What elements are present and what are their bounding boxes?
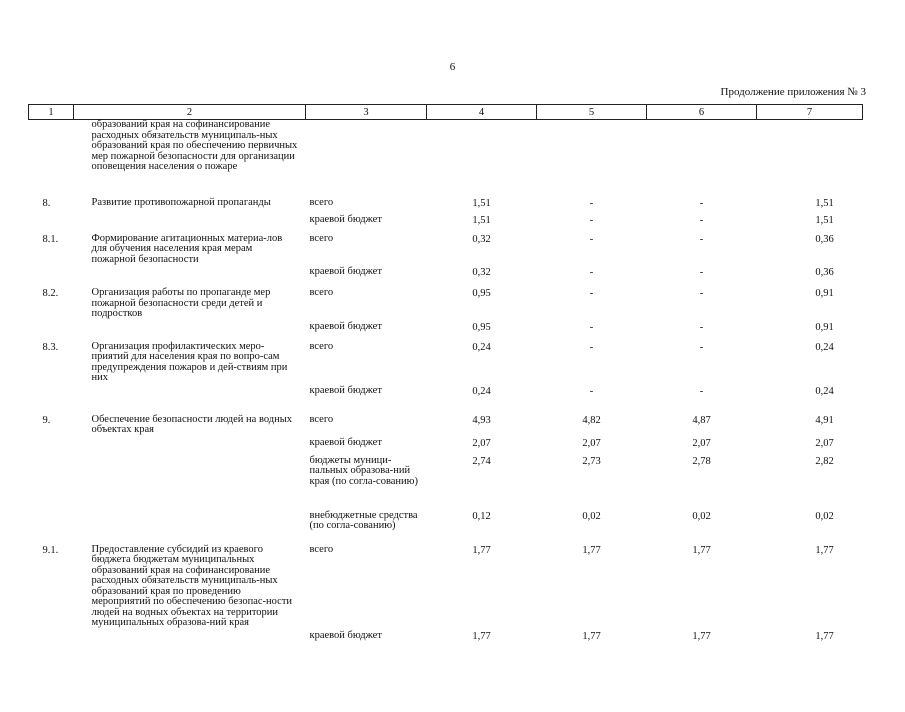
table-row — [29, 192, 863, 211]
value-col-4: 1,51 — [472, 197, 491, 209]
value-col-4: 4,93 — [472, 414, 491, 426]
value-col-7: 2,07 — [815, 437, 834, 449]
row-number — [29, 503, 74, 541]
value-col-6: - — [699, 267, 704, 278]
table-row — [29, 436, 863, 454]
row-name — [74, 211, 306, 230]
row-name: Развитие противопожарной пропаганды — [91, 196, 271, 208]
value-col-6: - — [699, 341, 704, 353]
value-col-4: 0,24 — [472, 341, 491, 353]
table-row — [29, 384, 863, 411]
row-name — [74, 629, 306, 712]
row-number — [29, 211, 74, 230]
row-number: 8.1. — [42, 233, 59, 245]
value-col-4: 2,74 — [472, 455, 491, 467]
value-col-5: 4,82 — [582, 414, 601, 426]
value-col-6: 2,78 — [692, 455, 711, 467]
row-name — [74, 265, 306, 284]
budget-table — [28, 104, 863, 712]
value-col-6: 2,07 — [692, 437, 711, 449]
value-col-7: 0,24 — [815, 385, 834, 397]
table-row — [29, 339, 863, 384]
value-col-6: - — [699, 197, 704, 209]
value-col-4: 0,95 — [472, 288, 491, 299]
row-number — [29, 120, 74, 192]
table-row — [29, 230, 863, 266]
continuation-label: Продолжение приложения № 3 — [720, 86, 866, 98]
value-col-4: 0,24 — [472, 385, 491, 397]
value-col-6: - — [699, 385, 704, 397]
value-col-5: 2,07 — [582, 437, 601, 449]
value-col-5: 2,73 — [582, 455, 601, 467]
row-name: образований края на софинансирование расходных обязательств муниципаль-ных образований края по обеспечению первичных мер пожарной безопасности для организации оповещения населения о пожаре — [91, 119, 298, 172]
value-col-4: 0,95 — [472, 321, 491, 333]
row-number — [29, 436, 74, 454]
table-row — [29, 503, 863, 541]
row-name: Обеспечение безопасности людей на водных объектах края — [91, 413, 293, 435]
row-number: 9.1. — [42, 544, 59, 556]
header-col-4: 4 — [427, 105, 537, 120]
row-number: 8.3. — [42, 341, 59, 353]
funding-source: краевой бюджет — [309, 266, 382, 277]
row-name — [74, 436, 306, 454]
value-col-6: - — [699, 214, 704, 226]
row-name: Формирование агитационных материа-лов для обучения населения края мерам пожарной безопасности — [91, 232, 283, 265]
row-number — [29, 629, 74, 712]
value-col-5: 1,77 — [582, 630, 601, 642]
value-col-5: - — [589, 197, 594, 209]
funding-source: краевой бюджет — [309, 436, 382, 448]
value-col-5: - — [589, 267, 594, 278]
value-col-5: - — [589, 288, 594, 299]
header-row — [29, 105, 863, 120]
value-col-7: 0,36 — [815, 267, 834, 278]
value-col-4: 2,07 — [472, 437, 491, 449]
value-col-4: 1,77 — [472, 630, 491, 642]
row-number — [29, 384, 74, 411]
funding-source: всего — [309, 340, 334, 352]
table-row — [29, 265, 863, 284]
row-name — [74, 503, 306, 541]
value-col-4: 1,51 — [472, 214, 491, 226]
table-row — [29, 541, 863, 629]
header-col-1: 1 — [29, 105, 74, 120]
value-col-7: 0,36 — [815, 233, 834, 245]
value-col-6 — [647, 120, 757, 192]
table-row — [29, 284, 863, 320]
funding-source: всего — [309, 196, 334, 208]
table-row — [29, 320, 863, 339]
value-col-5: - — [589, 214, 594, 226]
header-col-6: 6 — [647, 105, 757, 120]
row-name — [74, 454, 306, 503]
row-number: 8. — [42, 197, 51, 209]
funding-source — [306, 120, 427, 192]
funding-source: всего — [309, 232, 334, 244]
funding-source: бюджеты муници-пальных образова-ний края (по согла-сованию) — [309, 454, 419, 487]
funding-source: внебюджетные средства (по согла-сованию) — [309, 509, 418, 531]
table-row — [29, 211, 863, 230]
value-col-5: 0,02 — [582, 510, 601, 522]
value-col-5: - — [589, 321, 594, 333]
value-col-7: 4,91 — [815, 414, 834, 426]
row-name — [74, 384, 306, 411]
value-col-4: 0,32 — [472, 233, 491, 245]
value-col-7: 1,51 — [815, 214, 834, 226]
row-number — [29, 454, 74, 503]
row-name: Организация работы по пропаганде мер пожарной безопасности среди детей и подростков — [91, 287, 271, 319]
value-col-6: 1,77 — [692, 544, 711, 556]
row-number — [29, 320, 74, 339]
value-col-5: - — [589, 233, 594, 245]
value-col-7: 1,77 — [815, 630, 834, 642]
row-number — [29, 265, 74, 284]
value-col-6: - — [699, 288, 704, 299]
funding-source: краевой бюджет — [309, 213, 382, 225]
page-number: 6 — [449, 61, 456, 73]
table-row — [29, 629, 863, 712]
funding-source: краевой бюджет — [309, 629, 382, 641]
value-col-7 — [757, 120, 863, 192]
value-col-5: 1,77 — [582, 544, 601, 556]
row-name: Предоставление субсидий из краевого бюджета бюджетам муниципальных образований края на софинансирование расходных обязательств муниципаль-ных образований края по проведению мероприятий по обеспечению безопас-ности людей на водных объектах на территории муниципальных образова-ний края — [91, 543, 293, 628]
value-col-4 — [427, 120, 537, 192]
funding-source: всего — [309, 543, 334, 555]
value-col-7: 2,82 — [815, 455, 834, 467]
row-number: 9. — [42, 414, 51, 426]
value-col-4: 1,77 — [472, 544, 491, 556]
value-col-6: 1,77 — [692, 630, 711, 642]
value-col-4: 0,32 — [472, 267, 491, 278]
value-col-6: 4,87 — [692, 414, 711, 426]
value-col-7: 0,02 — [815, 510, 834, 522]
table-row — [29, 120, 863, 192]
header-col-7: 7 — [757, 105, 863, 120]
value-col-7: 0,24 — [815, 341, 834, 353]
funding-source: краевой бюджет — [309, 384, 382, 396]
value-col-7: 0,91 — [815, 288, 834, 299]
value-col-7: 1,77 — [815, 544, 834, 556]
row-number: 8.2. — [42, 288, 59, 299]
header-col-2: 2 — [74, 105, 306, 120]
row-name: Организация профилактических меро-приятий для населения края по вопро-сам предупреждения пожаров и дей-ствиям при них — [91, 340, 288, 383]
value-col-5 — [537, 120, 647, 192]
value-col-7: 0,91 — [815, 321, 834, 333]
value-col-6: 0,02 — [692, 510, 711, 522]
row-name — [74, 320, 306, 339]
funding-source: краевой бюджет — [309, 320, 382, 332]
value-col-7: 1,51 — [815, 197, 834, 209]
value-col-4: 0,12 — [472, 510, 491, 522]
funding-source: всего — [309, 287, 334, 298]
funding-source: всего — [309, 413, 334, 425]
table-row — [29, 454, 863, 503]
value-col-5: - — [589, 385, 594, 397]
value-col-6: - — [699, 321, 704, 333]
header-col-3: 3 — [306, 105, 427, 120]
value-col-6: - — [699, 233, 704, 245]
header-col-5: 5 — [537, 105, 647, 120]
value-col-5: - — [589, 341, 594, 353]
table-row — [29, 411, 863, 436]
